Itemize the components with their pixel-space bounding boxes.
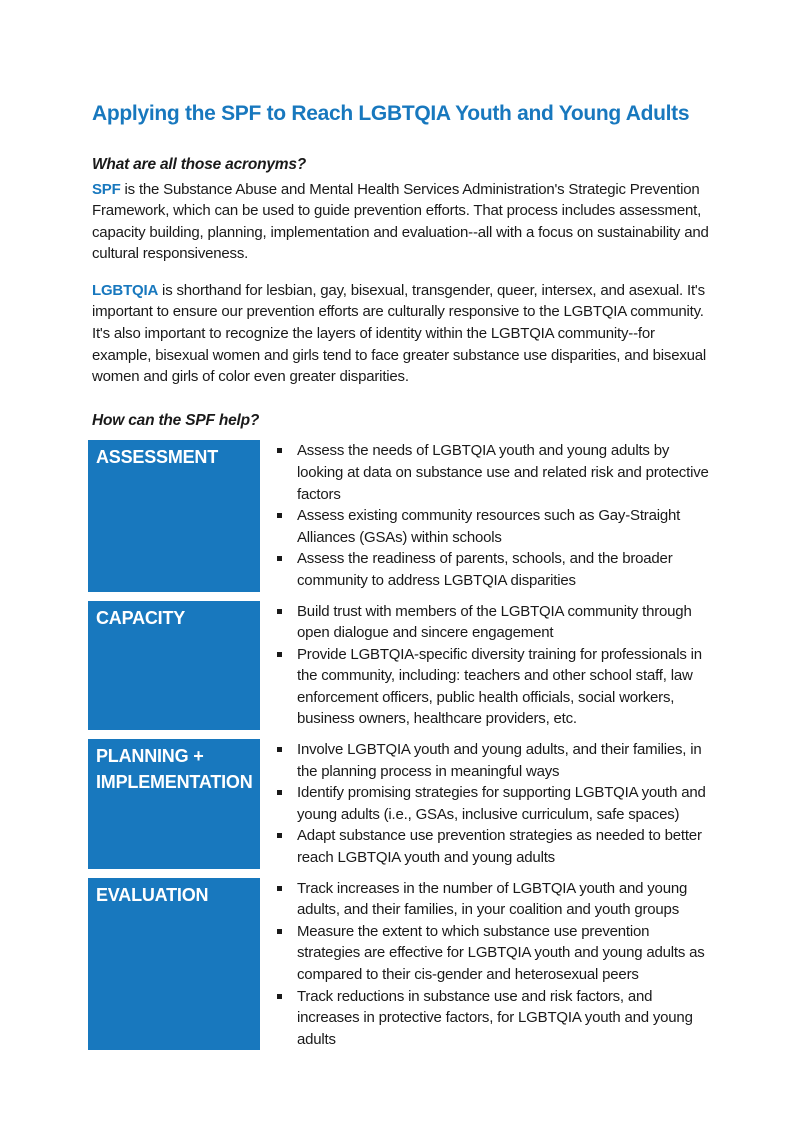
paragraph-lgbtqia-text: is shorthand for lesbian, gay, bisexual, transgender, queer, intersex, and asexual. It's important to ensure our prevention efforts are culturally responsive to the LGBTQIA community. It's also important to recognize the layers of identity within the LGBTQIA community--for example, bisexual women and girls tend to face greater substance use disparities, and bisexual women and girls of color even greater disparities. [92, 281, 707, 386]
table-row-planning-implementation [88, 739, 710, 869]
assessment-bullet-list [274, 440, 710, 591]
bullet-square-icon [277, 790, 282, 795]
paragraph-spf [92, 179, 710, 265]
bullet-text: Involve LGBTQIA youth and young adults, and their families, in the planning process in meaningful ways [297, 741, 702, 780]
section-heading-help: How can the SPF help? [92, 411, 260, 429]
spf-table [88, 440, 710, 1050]
bullet-item [274, 644, 710, 730]
paragraph-spf-text: is the Substance Abuse and Mental Health Services Administration's Strategic Prevention Framework, which can be used to guide prevention efforts. That process includes assessment, capacity building, planning, implementation and evaluation--all with a focus on sustainability and cultural responsiveness. [92, 180, 709, 263]
bullet-item [274, 825, 710, 868]
bullet-text: Provide LGBTQIA-specific diversity training for professionals in the community, including: teachers and other school staff, law enforcement officers, public health officials, social workers, business owners, healthcare providers, etc. [297, 645, 702, 728]
page-title: Applying the SPF to Reach LGBTQIA Youth and Young Adults [92, 102, 690, 125]
bullet-item [274, 782, 710, 825]
table-row-assessment [88, 440, 710, 591]
bullet-text: Measure the extent to which substance use prevention strategies are effective for LGBTQIA youth and young adults as compared to their cis-gender and heterosexual peers [297, 922, 705, 983]
bullet-item [274, 505, 710, 548]
bullet-item [274, 548, 710, 591]
bullet-text: Identify promising strategies for supporting LGBTQIA youth and young adults (i.e., GSAs, inclusive curriculum, safe spaces) [297, 784, 706, 823]
section-heading-acronyms: What are all those acronyms? [92, 156, 307, 173]
bullet-square-icon [277, 652, 282, 657]
bullet-square-icon [277, 448, 282, 453]
bullet-square-icon [277, 609, 282, 614]
planning-bullet-list [274, 739, 710, 869]
bullet-square-icon [277, 886, 282, 891]
bullet-item [274, 601, 710, 644]
acronym-spf: SPF [92, 180, 121, 198]
evaluation-bullet-list [274, 878, 710, 1051]
table-row-evaluation [88, 878, 710, 1051]
table-row-capacity [88, 601, 710, 731]
capacity-bullet-list [274, 601, 710, 731]
assessment-label: ASSESSMENT [88, 440, 260, 591]
bullet-text: Track increases in the number of LGBTQIA youth and young adults, and their families, in your coalition and youth groups [297, 879, 688, 919]
bullet-text: Build trust with members of the LGBTQIA community through open dialogue and sincere engagement [297, 602, 692, 642]
bullet-item [274, 739, 710, 782]
planning-implementation-label: PLANNING + IMPLEMENTATION [88, 739, 260, 869]
bullet-item [274, 878, 710, 921]
bullet-item [274, 440, 710, 505]
bullet-square-icon [277, 833, 282, 838]
bullet-square-icon [277, 556, 282, 561]
evaluation-label: EVALUATION [88, 878, 260, 1051]
capacity-label: CAPACITY [88, 601, 260, 731]
acronym-lgbtqia: LGBTQIA [92, 281, 159, 299]
bullet-item [274, 986, 710, 1051]
bullet-square-icon [277, 994, 282, 999]
bullet-text: Adapt substance use prevention strategies as needed to better reach LGBTQIA youth and young adults [297, 827, 702, 867]
bullet-text: Track reductions in substance use and risk factors, and increases in protective factors, for LGBTQIA youth and young adults [297, 987, 693, 1048]
bullet-text: Assess existing community resources such as Gay-Straight Alliances (GSAs) within schools [297, 507, 681, 546]
paragraph-lgbtqia [92, 280, 710, 388]
bullet-square-icon [277, 747, 282, 752]
bullet-square-icon [277, 513, 282, 518]
bullet-square-icon [277, 929, 282, 934]
bullet-item [274, 921, 710, 986]
bullet-text: Assess the readiness of parents, schools, and the broader community to address LGBTQIA disparities [297, 550, 673, 589]
bullet-text: Assess the needs of LGBTQIA youth and young adults by looking at data on substance use and related risk and protective factors [297, 442, 709, 503]
